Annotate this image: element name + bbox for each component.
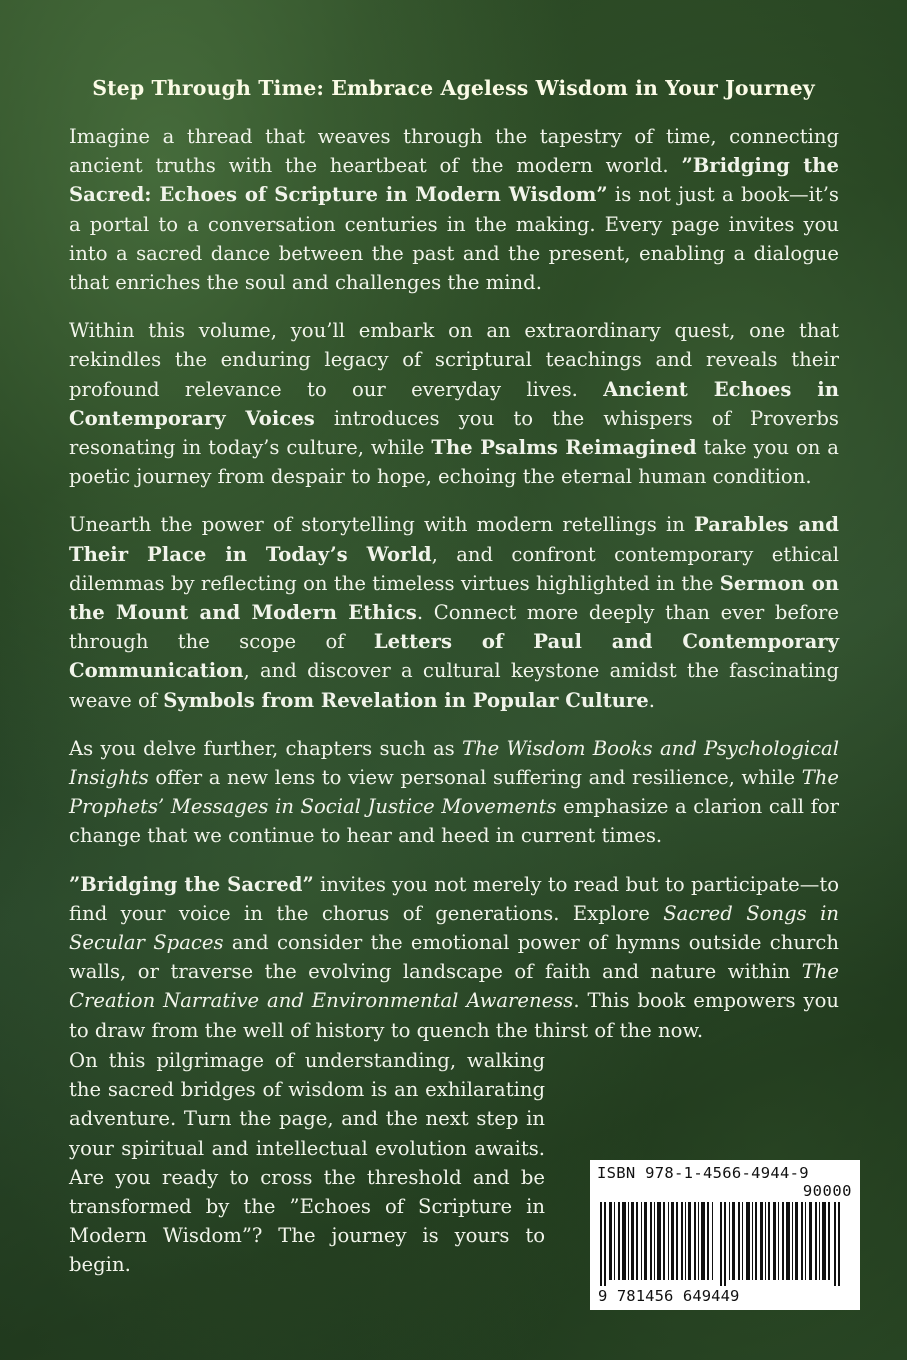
p5-text-c: and consider the emotional power of hymns outside church walls, or traverse the evolving landscape of faith and nature within bbox=[69, 931, 839, 984]
p3-bold-chapter-2: Sermon on the Mount and Modern Ethics bbox=[69, 571, 840, 625]
cover-heading: Step Through Time: Embrace Ageless Wisdom in Your Journey bbox=[92, 76, 815, 100]
p3-text-a: Unearth the power of storytelling with modern retellings in bbox=[69, 513, 695, 537]
blurb-paragraph-1 bbox=[69, 122, 839, 297]
isbn-barcode bbox=[590, 1160, 860, 1310]
p3-bold-chapter-4: Symbols from Revelation in Popular Culture bbox=[163, 688, 649, 712]
p3-bold-chapter-1: Parables and Their Place in Today’s World bbox=[69, 513, 839, 566]
p2-text-c: introduces you to the whispers of Proverbs resonating in today’s culture, while bbox=[69, 406, 839, 460]
p3-text-d: . Connect more deeply than ever before through the scope of bbox=[69, 601, 839, 654]
isbn-label: ISBN 978-1-4566-4944-9 bbox=[597, 1164, 809, 1182]
p4-text-d: emphasize a clarion call for change that we continue to hear and heed in current times. bbox=[69, 795, 840, 848]
blurb-paragraph-3 bbox=[69, 510, 839, 714]
p2-text-d: take you on a poetic journey from despair to hope, echoing the eternal human condition. bbox=[69, 436, 839, 489]
p4-text-c: offer a new lens to view personal suffering and resilience, while bbox=[148, 766, 802, 790]
price-code: 90000 bbox=[802, 1182, 852, 1200]
blurb-paragraph-2 bbox=[69, 316, 839, 491]
p1-text-c: is not just a book—it’s a portal to a conversation centuries in the making. Every page invites you into a sacred dance between the past and the present, enabling a dialogue that enriches the soul and challenges the mind. bbox=[69, 183, 839, 295]
p2-bold-chapter-1: Ancient Echoes in Contemporary Voices bbox=[69, 377, 839, 430]
p4-italic-chapter-2: The Prophets’ Messages in Social Justice Movements bbox=[69, 766, 839, 819]
barcode-digits: 9 781456 649449 bbox=[598, 1287, 740, 1305]
p4-text-a: As you delve further, chapters such as bbox=[69, 736, 462, 760]
p3-text-f: . bbox=[648, 688, 655, 712]
blurb-paragraph-4 bbox=[69, 734, 839, 851]
p1-text-a: Imagine a thread that weaves through the tapestry of time, connecting ancient truths with the heartbeat of the modern world. bbox=[69, 125, 839, 178]
p5-bold-title: ”Bridging the Sacred” bbox=[69, 872, 314, 896]
p3-bold-chapter-3: Letters of Paul and Contemporary Communication bbox=[69, 630, 840, 683]
p5-text-d: . This book empowers you to draw from the well of history to quench the thirst of the now. bbox=[69, 989, 839, 1042]
p3-text-c: , and confront contemporary ethical dilemmas by reflecting on the timeless virtues highlighted in the bbox=[69, 542, 839, 595]
p2-text-a: Within this volume, you’ll embark on an extraordinary quest, one that rekindles the enduring legacy of scriptural teachings and reveals their profound relevance to our everyday lives. bbox=[69, 319, 839, 401]
blurb-text bbox=[69, 122, 839, 1064]
p4-italic-chapter-1: The Wisdom Books and Psychological Insights bbox=[69, 736, 839, 790]
p5-italic-chapter-2: The Creation Narrative and Environmental Awareness bbox=[69, 960, 839, 1013]
blurb-paragraph-6: On this pilgrimage of understanding, walking the sacred bridges of wisdom is an exhilarating adventure. Turn the page, and the next step in your spiritual and intellectual evolution awaits. Are you ready to cross the threshold and be transformed by the ”Echoes of Scripture in Modern Wisdom”? The journey is yours to begin. bbox=[69, 1049, 545, 1277]
p5-italic-chapter-1: Sacred Songs in Secular Spaces bbox=[69, 901, 839, 955]
p1-bold-title: ”Bridging the Sacred: Echoes of Scripture in Modern Wisdom” bbox=[69, 154, 839, 207]
blurb-paragraph-5 bbox=[69, 870, 839, 1045]
p5-text-a: invites you not merely to read but to participate—to find your voice in the chorus of generations. Explore bbox=[69, 872, 839, 925]
p3-text-e: , and discover a cultural keystone amidst the fascinating weave of bbox=[69, 659, 839, 712]
p2-bold-chapter-2: The Psalms Reimagined bbox=[431, 436, 697, 460]
barcode-bars bbox=[598, 1202, 852, 1286]
